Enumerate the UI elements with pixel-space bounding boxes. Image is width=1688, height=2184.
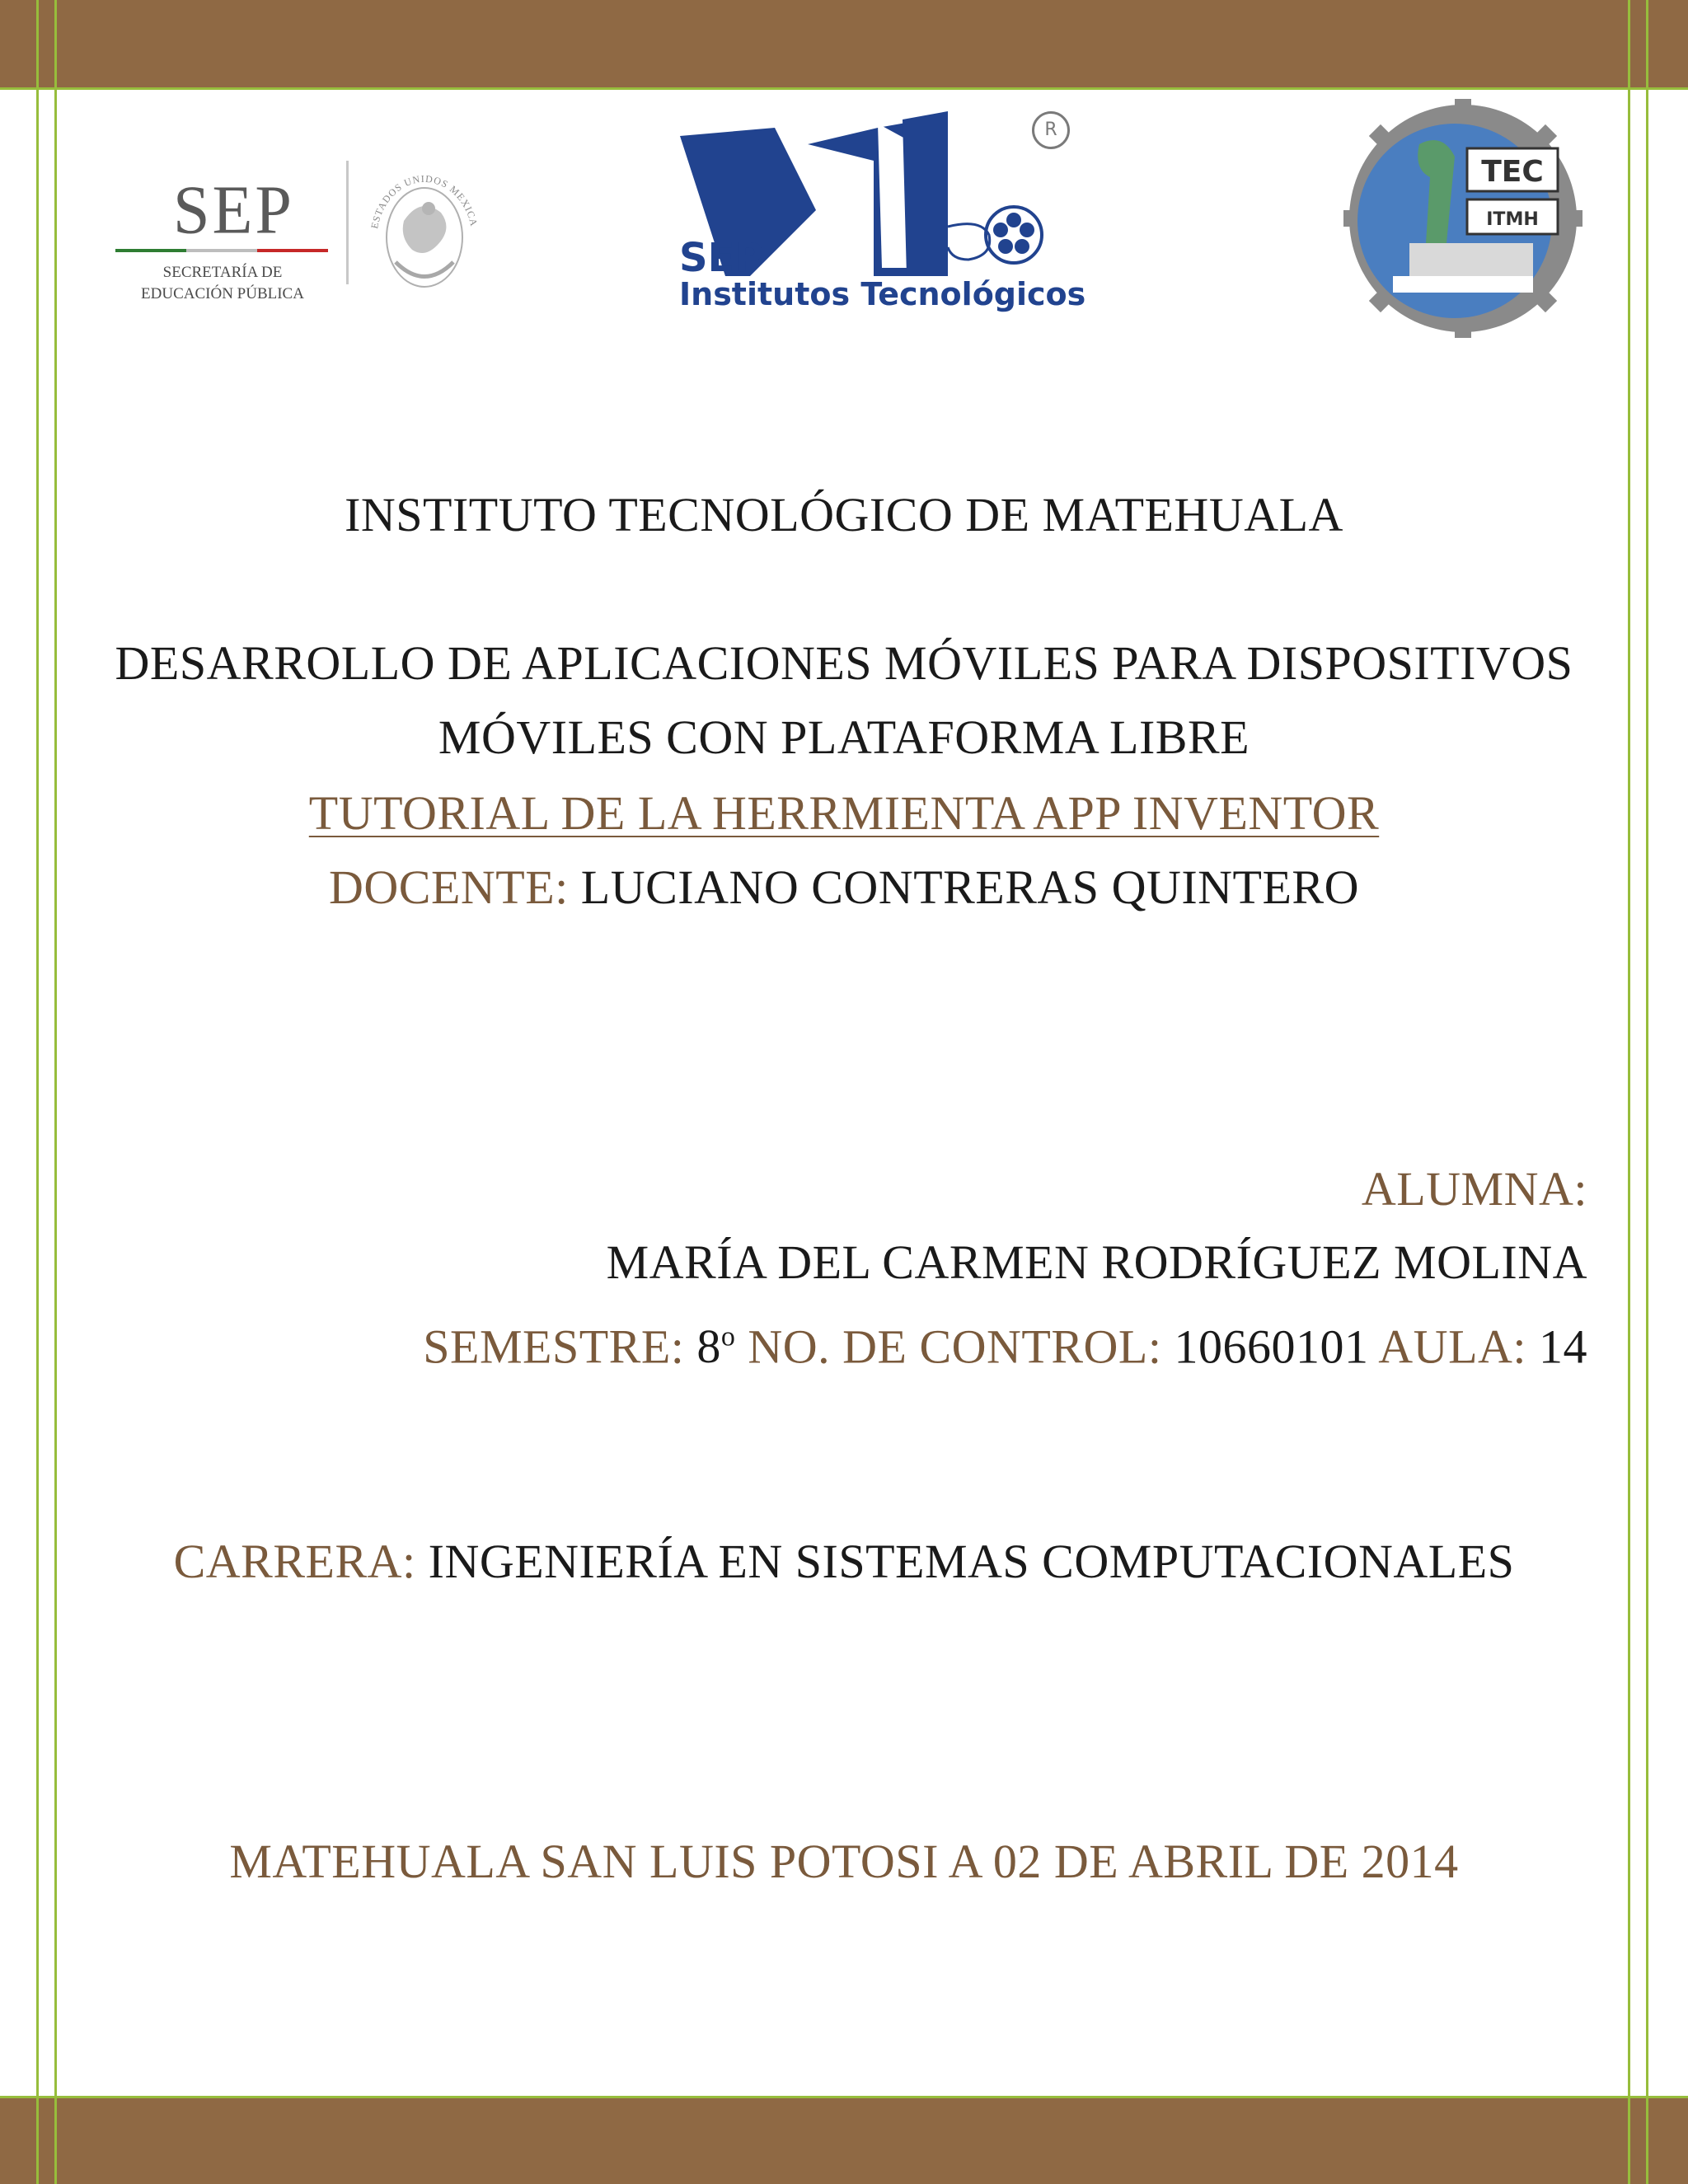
it-sep-text: SEP — [679, 235, 764, 281]
svg-text:TEC: TEC — [1481, 155, 1544, 189]
sep-logo-word: SEP — [173, 171, 294, 249]
tutorial-title-text: TUTORIAL DE LA HERRMIENTA APP INVENTOR — [308, 786, 1380, 840]
bottom-band — [0, 2098, 1688, 2184]
semestre-value: 8$^o$ — [696, 1319, 736, 1374]
mexican-seal — [363, 138, 486, 312]
it-flower-icon — [981, 202, 1047, 268]
logo-divider — [346, 161, 349, 284]
semestre-label: SEMESTRE: — [423, 1319, 685, 1374]
tutorial-title — [0, 785, 1688, 842]
student-info-line — [423, 1309, 1587, 1376]
sep-logo — [107, 173, 321, 313]
alumna-name: MARÍA DEL CARMEN RODRÍGUEZ MOLINA — [606, 1235, 1587, 1289]
institutos-tecnologicos-logo — [676, 111, 1088, 326]
tec-itmh-logo — [1343, 99, 1582, 338]
control-label: NO. DE CONTROL: — [748, 1319, 1162, 1374]
sep-logo-subtitle — [107, 262, 338, 305]
sep-sub-line-2: EDUCACIÓN PÚBLICA — [141, 285, 304, 302]
alumna-label — [1362, 1160, 1587, 1218]
aula-value: 14 — [1539, 1319, 1587, 1374]
svg-text:ESTADOS UNIDOS MEXICANOS: ESTADOS UNIDOS MEXICA — [368, 172, 481, 230]
carrera-label: CARRERA: — [173, 1535, 416, 1588]
bottom-border-line — [0, 2096, 1688, 2098]
it-registered-mark: R — [1032, 111, 1070, 149]
top-band — [0, 0, 1688, 87]
top-border-line — [0, 87, 1688, 90]
docente-line — [0, 859, 1688, 916]
sep-tricolor-line — [115, 249, 330, 254]
course-title-line-2: MÓVILES CON PLATAFORMA LIBRE — [438, 710, 1250, 764]
aula-label: AULA: — [1378, 1319, 1526, 1374]
docente-label: DOCENTE: — [329, 860, 569, 914]
institute-name: INSTITUTO TECNOLÓGICO DE MATEHUALA — [345, 488, 1343, 541]
it-name-text: Institutos Tecnológicos — [679, 276, 1086, 312]
svg-text:ITMH: ITMH — [1486, 209, 1539, 230]
carrera-line — [0, 1533, 1688, 1591]
carrera-value: INGENIERÍA EN SISTEMAS COMPUTACIONALES — [428, 1535, 1515, 1588]
alumna-label-text: ALUMNA: — [1361, 1162, 1587, 1216]
control-value: 10660101 — [1174, 1319, 1369, 1374]
course-title-line-1: DESARROLLO DE APLICACIONES MÓVILES PARA DISPOSITIVOS — [115, 636, 1573, 690]
place-date: MATEHUALA SAN LUIS POTOSI A 02 DE ABRIL DE 2014 — [229, 1835, 1459, 1888]
sep-sub-line-1: SECRETARÍA DE — [162, 264, 283, 281]
docente-name: LUCIANO CONTRERAS QUINTERO — [580, 860, 1359, 914]
